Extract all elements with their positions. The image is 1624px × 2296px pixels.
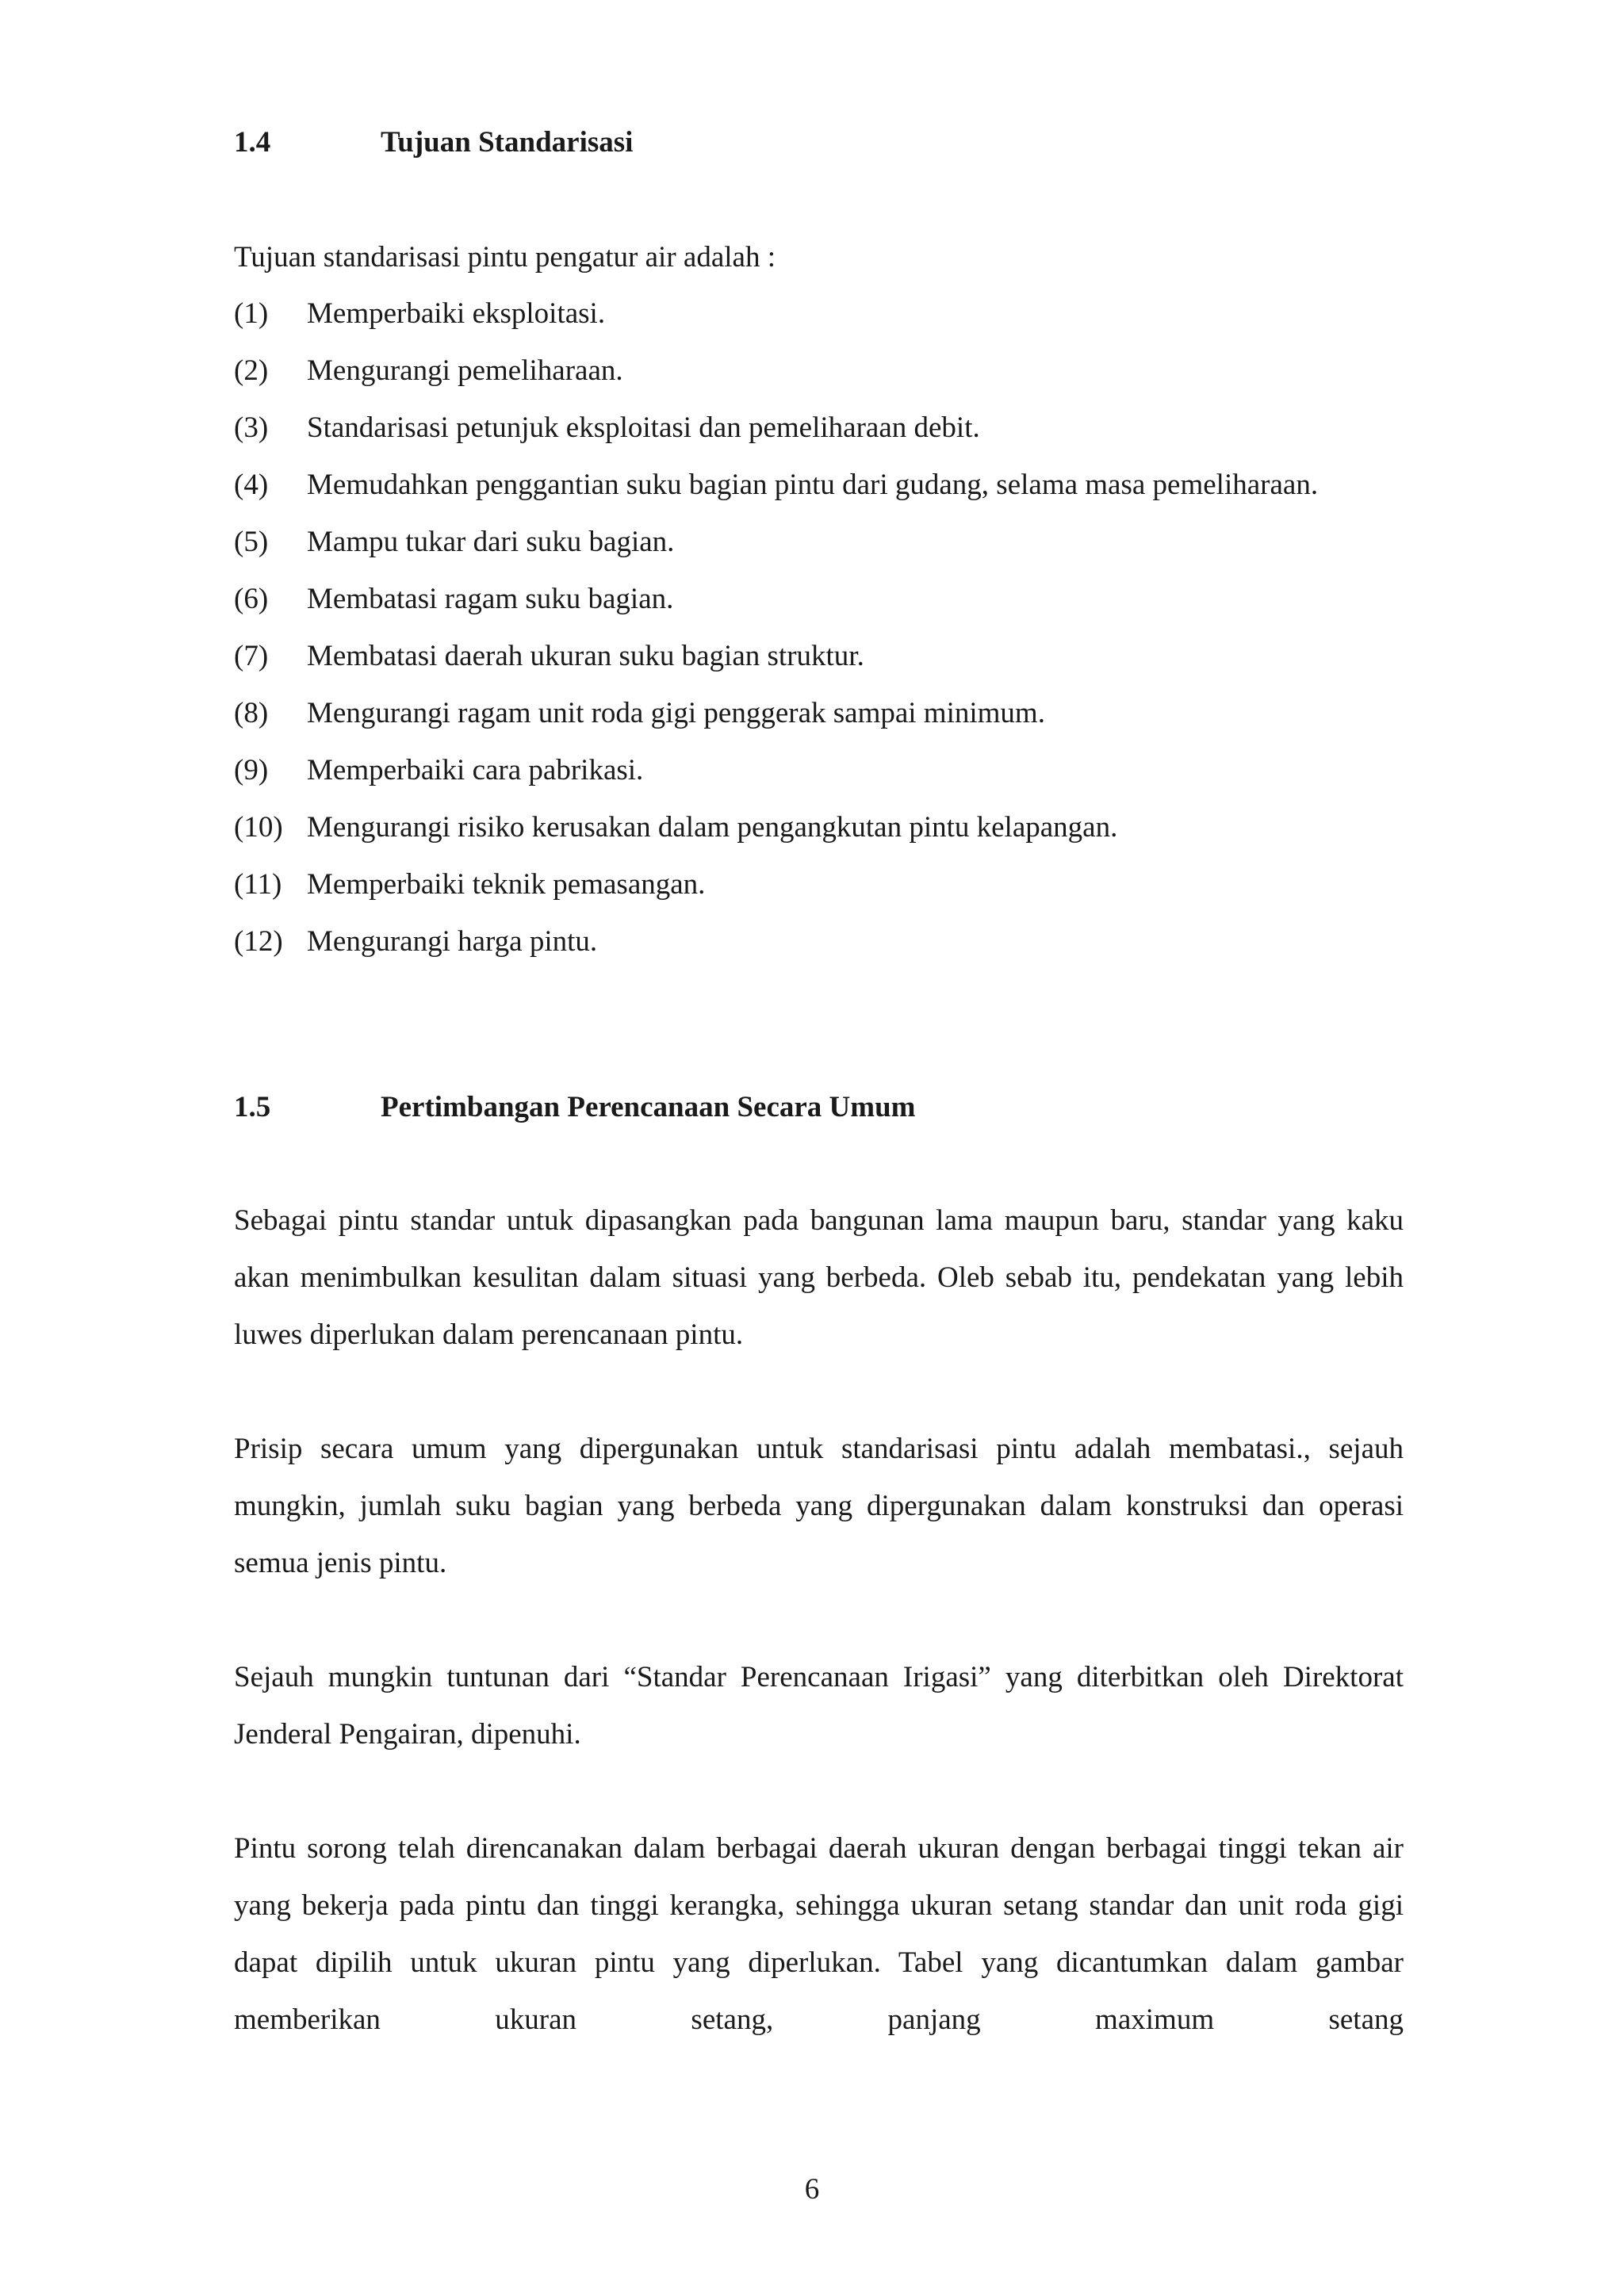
section-number: 1.5 [234, 1091, 271, 1123]
list-item [234, 913, 1404, 970]
list-item-number: (5) [234, 526, 269, 558]
section-heading-1-4 [234, 123, 633, 163]
list-item [234, 571, 1404, 628]
list-item [234, 285, 1404, 342]
section-heading-1-5 [234, 1088, 916, 1127]
paragraph: Sebagai pintu standar untuk dipasangkan pada bangunan lama maupun baru, standar yang kaku akan menimbulkan kesulitan dalam situasi yang berbeda. Oleb sebab itu, pendekatan yang lebih luwes diperlukan dalam perencanaan pintu. [234, 1204, 1404, 1351]
section-title: Tujuan Standarisasi [381, 126, 634, 159]
list-item-number: (12) [234, 925, 283, 958]
list-item-number: (2) [234, 354, 269, 387]
list-item-number: (6) [234, 583, 269, 615]
list-item-text: Mampu tukar dari suku bagian. [307, 526, 675, 558]
list-item-text: Memudahkan penggantian suku bagian pintu dari gudang, selama masa pemeliharaan. [307, 469, 1319, 501]
list-item [234, 628, 1404, 685]
objectives-list [234, 285, 1404, 970]
list-item [234, 742, 1404, 799]
section-title: Pertimbangan Perencanaan Secara Umum [381, 1091, 916, 1123]
list-item-number: (3) [234, 411, 269, 444]
list-item-number: (1) [234, 297, 269, 330]
list-item-text: Mengurangi harga pintu. [307, 925, 598, 958]
list-item-text: Mengurangi risiko kerusakan dalam pengangkutan pintu kelapangan. [307, 811, 1118, 844]
list-item-number: (9) [234, 754, 269, 786]
list-item-number: (7) [234, 640, 269, 672]
list-item-number: (8) [234, 697, 269, 729]
list-item [234, 514, 1404, 571]
list-item-text: Membatasi daerah ukuran suku bagian struktur. [307, 640, 864, 672]
list-item [234, 457, 1404, 514]
page-number: 6 [804, 2173, 820, 2206]
list-item-number: (10) [234, 811, 283, 844]
list-item-text: Mengurangi ragam unit roda gigi penggerak sampai minimum. [307, 697, 1045, 729]
list-item [234, 685, 1404, 742]
section-number: 1.4 [234, 126, 271, 159]
list-item [234, 799, 1404, 856]
paragraph: Prisip secara umum yang dipergunakan untuk standarisasi pintu adalah membatasi., sejauh mungkin, jumlah suku bagian yang berbeda yang dipergunakan dalam konstruksi dan operasi semua jenis pintu. [234, 1433, 1404, 1579]
list-item-text: Memperbaiki cara pabrikasi. [307, 754, 644, 786]
list-item-text: Memperbaiki eksploitasi. [307, 297, 606, 330]
list-item-number: (4) [234, 469, 269, 501]
list-intro: Tujuan standarisasi pintu pengatur air adalah : [234, 241, 776, 274]
list-item [234, 342, 1404, 400]
list-item [234, 856, 1404, 913]
paragraph: Sejauh mungkin tuntunan dari “Standar Perencanaan Irigasi” yang diterbitkan oleh Direktorat Jenderal Pengairan, dipenuhi. [234, 1661, 1404, 1751]
list-item-text: Membatasi ragam suku bagian. [307, 583, 674, 615]
paragraph: Pintu sorong telah direncanakan dalam berbagai daerah ukuran dengan berbagai tinggi tekan air yang bekerja pada pintu dan tinggi kerangka, sehingga ukuran setang standar dan unit roda gigi dapat dipilih untuk ukuran pintu yang diperlukan. Tabel yang dicantumkan dalam gambar memberikan ukuran setang, panjang maximum setang [234, 1832, 1404, 2036]
list-item-text: Standarisasi petunjuk eksploitasi dan pemeliharaan debit. [307, 411, 980, 444]
list-item-text: Memperbaiki teknik pemasangan. [307, 868, 706, 901]
list-item-number: (11) [234, 868, 282, 901]
list-item-text: Mengurangi pemeliharaan. [307, 354, 623, 387]
list-item [234, 400, 1404, 457]
